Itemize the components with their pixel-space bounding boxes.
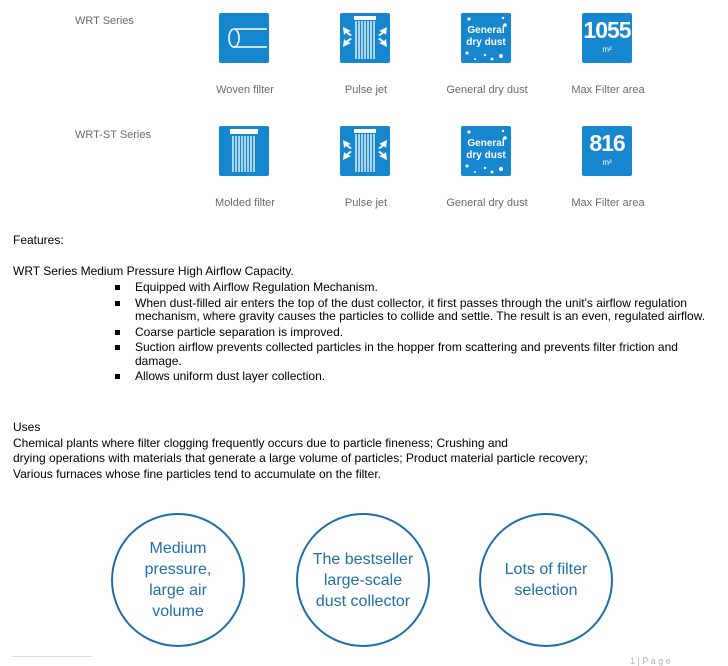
feature-item: Equipped with Airflow Regulation Mechanism. [115, 281, 715, 295]
dust-text-line1: General [467, 25, 505, 36]
circle-line: Lots of filter [504, 561, 588, 578]
uses-line: drying operations with materials that generate a large volume of particles; Product material particle recovery; [13, 451, 588, 465]
filter-area-unit: m² [602, 45, 612, 54]
filter-area-unit: m² [602, 158, 612, 167]
footer-divider [12, 656, 92, 657]
circle-line: volume [152, 603, 204, 620]
filter-area-value: 816 [589, 130, 625, 156]
features-heading: Features: [13, 233, 64, 247]
feature-item: When dust-filled air enters the top of the dust collector, it first passes through the unit's airflow regulation mechanism, where gravity causes the particles to collide and settle. The result is an even, regulated airflow. [115, 297, 715, 324]
circle-line: large-scale [323, 571, 403, 589]
features-list [115, 281, 715, 386]
filter-area-icon [582, 13, 632, 63]
icon-caption: General dry dust [446, 197, 528, 209]
icon-caption: Pulse jet [344, 84, 388, 96]
icon-caption: Molded filter [215, 197, 275, 209]
dust-text-line2: dry dust [466, 150, 506, 161]
series-label-wrt-st: WRT-ST Series [75, 129, 151, 141]
circle-badge-filter-selection [479, 513, 613, 647]
circle-badge-bestseller [296, 513, 430, 647]
pulse-jet-icon [340, 13, 390, 63]
molded-filter-icon [219, 126, 269, 176]
general-dry-dust-icon [461, 126, 511, 176]
icon-caption: Max Filter area [571, 197, 645, 209]
circle-line: dust collector [315, 592, 411, 610]
icon-caption: Woven filter [216, 84, 274, 96]
icon-caption: Max Filter area [571, 84, 645, 96]
dust-text-line1: General [467, 138, 505, 149]
dust-text-line2: dry dust [466, 37, 506, 48]
uses-line: Chemical plants where filter clogging frequently occurs due to particle fineness; Crushing and [13, 436, 508, 450]
features-intro: WRT Series Medium Pressure High Airflow Capacity. [13, 264, 294, 278]
icon-caption: Pulse jet [344, 197, 388, 209]
filter-area-icon [582, 126, 632, 176]
woven-filter-icon [219, 13, 269, 63]
icon-caption: General dry dust [446, 84, 528, 96]
circle-line: pressure, [144, 561, 212, 578]
circle-line: Medium [149, 540, 207, 557]
page-number: 1 | P a g e [630, 656, 671, 666]
circle-line: The bestseller [312, 550, 414, 568]
general-dry-dust-icon [461, 13, 511, 63]
feature-item: Coarse particle separation is improved. [115, 326, 715, 340]
feature-item: Suction airflow prevents collected particles in the hopper from scattering and prevents filter friction and damage. [115, 341, 715, 368]
filter-area-value: 1055 [583, 17, 631, 43]
pulse-jet-icon [340, 126, 390, 176]
uses-line: Various furnaces whose fine particles tend to accumulate on the filter. [13, 467, 381, 481]
circle-line: selection [514, 582, 578, 599]
uses-heading: Uses [13, 420, 41, 434]
series-label-wrt: WRT Series [75, 15, 134, 27]
feature-item: Allows uniform dust layer collection. [115, 370, 715, 384]
circle-badge-medium-pressure [111, 513, 245, 647]
circle-line: large air [149, 582, 207, 599]
